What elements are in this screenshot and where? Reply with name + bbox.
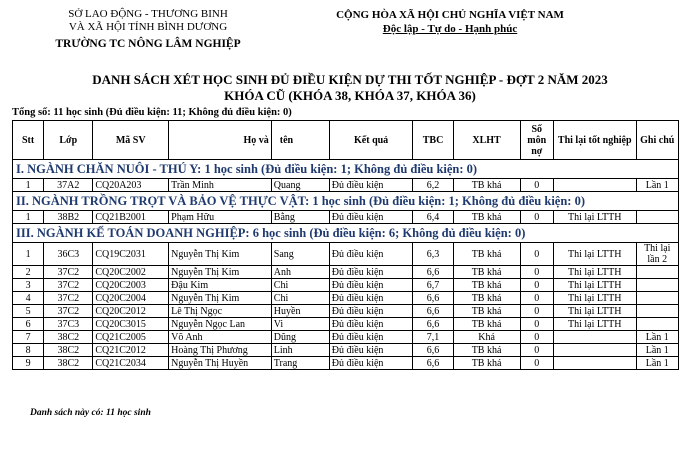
cell-stt: 8 bbox=[13, 344, 44, 357]
cell-ten: Trang bbox=[271, 357, 329, 370]
school-name: TRƯỜNG TC NÔNG LÂM NGHIỆP bbox=[55, 38, 241, 50]
cell-somon: 0 bbox=[520, 357, 553, 370]
cell-ghichu bbox=[636, 266, 678, 279]
cell-tbc: 6,6 bbox=[413, 266, 453, 279]
cell-masv: CQ21C2005 bbox=[93, 331, 169, 344]
cell-ketqua: Đủ điều kiện bbox=[329, 266, 413, 279]
cell-ketqua: Đủ điều kiện bbox=[329, 344, 413, 357]
cell-somon: 0 bbox=[520, 279, 553, 292]
cell-stt: 1 bbox=[13, 211, 44, 224]
cell-ketqua: Đủ điều kiện bbox=[329, 179, 413, 192]
cell-stt: 9 bbox=[13, 357, 44, 370]
cell-ghichu bbox=[636, 305, 678, 318]
cell-hova: Nguyễn Thị Huyền bbox=[169, 357, 272, 370]
cell-ghichu: Lần 1 bbox=[636, 179, 678, 192]
cell-tbc: 6,6 bbox=[413, 344, 453, 357]
table-row bbox=[13, 344, 679, 357]
table-row bbox=[13, 318, 679, 331]
cell-hova: Đậu Kim bbox=[169, 279, 272, 292]
title-line-2: KHÓA CŨ (KHÓA 38, KHÓA 37, KHÓA 36) bbox=[224, 88, 476, 103]
cell-ten: Chi bbox=[271, 279, 329, 292]
cell-ketqua: Đủ điều kiện bbox=[329, 357, 413, 370]
col-tbc: TBC bbox=[413, 121, 453, 160]
col-hova: Họ và bbox=[169, 121, 272, 160]
cell-thilai: Thi lại LTTH bbox=[553, 266, 636, 279]
cell-xlht: TB khá bbox=[453, 344, 520, 357]
cell-stt: 4 bbox=[13, 292, 44, 305]
cell-somon: 0 bbox=[520, 243, 553, 266]
cell-hova: Nguyễn Ngọc Lan bbox=[169, 318, 272, 331]
cell-somon: 0 bbox=[520, 331, 553, 344]
cell-tbc: 6,2 bbox=[413, 179, 453, 192]
cell-somon: 0 bbox=[520, 318, 553, 331]
cell-hova: Trần Minh bbox=[169, 179, 272, 192]
cell-somon: 0 bbox=[520, 179, 553, 192]
cell-tbc: 6,6 bbox=[413, 318, 453, 331]
section-title: I. NGÀNH CHĂN NUÔI - THÚ Y: 1 học sinh (Đủ điều kiện: 1; Không đủ điều kiện: 0) bbox=[13, 160, 679, 179]
cell-tbc: 6,3 bbox=[413, 243, 453, 266]
cell-xlht: TB khá bbox=[453, 357, 520, 370]
cell-masv: CQ20A203 bbox=[93, 179, 169, 192]
cell-ketqua: Đủ điều kiện bbox=[329, 243, 413, 266]
cell-tbc: 6,4 bbox=[413, 211, 453, 224]
cell-ketqua: Đủ điều kiện bbox=[329, 331, 413, 344]
col-masv: Mã SV bbox=[93, 121, 169, 160]
cell-thilai: Thi lại LTTH bbox=[553, 243, 636, 266]
cell-thilai: Thi lại LTTH bbox=[553, 305, 636, 318]
agency-header bbox=[48, 8, 248, 51]
national-header bbox=[305, 8, 595, 36]
cell-ten: Dũng bbox=[271, 331, 329, 344]
cell-ketqua: Đủ điều kiện bbox=[329, 318, 413, 331]
cell-xlht: TB khá bbox=[453, 292, 520, 305]
cell-ghichu bbox=[636, 292, 678, 305]
cell-stt: 7 bbox=[13, 331, 44, 344]
cell-stt: 1 bbox=[13, 243, 44, 266]
cell-masv: CQ20C2003 bbox=[93, 279, 169, 292]
cell-ten: Chi bbox=[271, 292, 329, 305]
student-table bbox=[12, 120, 679, 370]
cell-ten: Vi bbox=[271, 318, 329, 331]
cell-thilai: Thi lại LTTH bbox=[553, 211, 636, 224]
col-xlht: XLHT bbox=[453, 121, 520, 160]
cell-xlht: TB khá bbox=[453, 179, 520, 192]
cell-hova: Nguyễn Thị Kim bbox=[169, 266, 272, 279]
cell-thilai: Thi lại LTTH bbox=[553, 279, 636, 292]
cell-xlht: TB khá bbox=[453, 279, 520, 292]
cell-hova: Võ Anh bbox=[169, 331, 272, 344]
cell-stt: 5 bbox=[13, 305, 44, 318]
cell-lop: 37C2 bbox=[44, 279, 93, 292]
cell-ketqua: Đủ điều kiện bbox=[329, 279, 413, 292]
table-row bbox=[13, 357, 679, 370]
cell-lop: 37C2 bbox=[44, 292, 93, 305]
cell-ten: Bằng bbox=[271, 211, 329, 224]
cell-ten: Linh bbox=[271, 344, 329, 357]
cell-lop: 38B2 bbox=[44, 211, 93, 224]
table-row bbox=[13, 179, 679, 192]
cell-hova: Hoàng Thị Phương bbox=[169, 344, 272, 357]
cell-somon: 0 bbox=[520, 344, 553, 357]
title-line-1: DANH SÁCH XÉT HỌC SINH ĐỦ ĐIỀU KIỆN DỰ THI TỐT NGHIỆP - ĐỢT 2 NĂM 2023 bbox=[92, 72, 608, 87]
agency-line-1: SỞ LAO ĐỘNG - THƯƠNG BINH bbox=[68, 8, 228, 20]
cell-hova: Phạm Hữu bbox=[169, 211, 272, 224]
cell-tbc: 6,6 bbox=[413, 305, 453, 318]
cell-ten: Huyền bbox=[271, 305, 329, 318]
cell-somon: 0 bbox=[520, 305, 553, 318]
cell-lop: 38C2 bbox=[44, 357, 93, 370]
table-row bbox=[13, 211, 679, 224]
table-row bbox=[13, 279, 679, 292]
table-row bbox=[13, 266, 679, 279]
cell-lop: 36C3 bbox=[44, 243, 93, 266]
cell-stt: 2 bbox=[13, 266, 44, 279]
cell-xlht: TB khá bbox=[453, 211, 520, 224]
col-ten: tên bbox=[271, 121, 329, 160]
cell-lop: 37C2 bbox=[44, 305, 93, 318]
cell-lop: 37A2 bbox=[44, 179, 93, 192]
cell-tbc: 6,7 bbox=[413, 279, 453, 292]
cell-ghichu: Lần 1 bbox=[636, 331, 678, 344]
cell-ketqua: Đủ điều kiện bbox=[329, 305, 413, 318]
cell-ghichu bbox=[636, 279, 678, 292]
cell-xlht: TB khá bbox=[453, 243, 520, 266]
cell-thilai: Thi lại LTTH bbox=[553, 292, 636, 305]
cell-thilai bbox=[553, 357, 636, 370]
cell-ghichu: Lần 1 bbox=[636, 344, 678, 357]
cell-xlht: Khá bbox=[453, 331, 520, 344]
cell-masv: CQ20C3015 bbox=[93, 318, 169, 331]
nation-title: CỘNG HÒA XÃ HỘI CHỦ NGHĨA VIỆT NAM bbox=[336, 9, 564, 21]
cell-lop: 37C3 bbox=[44, 318, 93, 331]
cell-thilai bbox=[553, 179, 636, 192]
cell-ghichu: Thi lại lần 2 bbox=[636, 243, 678, 266]
cell-ghichu: Lần 1 bbox=[636, 357, 678, 370]
cell-ten: Anh bbox=[271, 266, 329, 279]
col-thilai: Thi lại tốt nghiệp bbox=[553, 121, 636, 160]
cell-ten: Quang bbox=[271, 179, 329, 192]
col-lop: Lớp bbox=[44, 121, 93, 160]
cell-xlht: TB khá bbox=[453, 266, 520, 279]
national-motto: Độc lập - Tự do - Hạnh phúc bbox=[382, 23, 518, 35]
cell-thilai bbox=[553, 331, 636, 344]
cell-ketqua: Đủ điều kiện bbox=[329, 211, 413, 224]
cell-masv: CQ21C2012 bbox=[93, 344, 169, 357]
table-header-row bbox=[13, 121, 679, 160]
table-row bbox=[13, 305, 679, 318]
cell-tbc: 6,6 bbox=[413, 292, 453, 305]
section-row bbox=[13, 224, 679, 243]
cell-stt: 1 bbox=[13, 179, 44, 192]
col-ghichu: Ghi chú bbox=[636, 121, 678, 160]
cell-masv: CQ20C2002 bbox=[93, 266, 169, 279]
cell-stt: 3 bbox=[13, 279, 44, 292]
section-row bbox=[13, 192, 679, 211]
cell-hova: Nguyễn Thị Kim bbox=[169, 243, 272, 266]
cell-lop: 38C2 bbox=[44, 344, 93, 357]
col-stt: Stt bbox=[13, 121, 44, 160]
footer-note: Danh sách này có: 11 học sinh bbox=[30, 408, 151, 418]
cell-masv: CQ21C2034 bbox=[93, 357, 169, 370]
section-row bbox=[13, 160, 679, 179]
cell-lop: 38C2 bbox=[44, 331, 93, 344]
summary-text: Tổng số: 11 học sinh (Đủ điều kiện: 11; Không đủ điều kiện: 0) bbox=[12, 107, 292, 118]
cell-tbc: 6,6 bbox=[413, 357, 453, 370]
cell-ketqua: Đủ điều kiện bbox=[329, 292, 413, 305]
cell-stt: 6 bbox=[13, 318, 44, 331]
col-somon: Số môn nợ bbox=[520, 121, 553, 160]
cell-lop: 37C2 bbox=[44, 266, 93, 279]
section-title: III. NGÀNH KẾ TOÁN DOANH NGHIỆP: 6 học sinh (Đủ điều kiện: 6; Không đủ điều kiện: 0) bbox=[13, 224, 679, 243]
section-title: II. NGÀNH TRỒNG TRỌT VÀ BẢO VỆ THỰC VẬT: 1 học sinh (Đủ điều kiện: 1; Không đủ điều kiện: 0) bbox=[13, 192, 679, 211]
cell-thilai: Thi lại LTTH bbox=[553, 318, 636, 331]
cell-xlht: TB khá bbox=[453, 318, 520, 331]
cell-hova: Nguyễn Thị Kim bbox=[169, 292, 272, 305]
col-ketqua: Kết quả bbox=[329, 121, 413, 160]
table-row bbox=[13, 331, 679, 344]
cell-somon: 0 bbox=[520, 211, 553, 224]
cell-hova: Lê Thị Ngọc bbox=[169, 305, 272, 318]
cell-tbc: 7,1 bbox=[413, 331, 453, 344]
cell-masv: CQ20C2012 bbox=[93, 305, 169, 318]
cell-ghichu bbox=[636, 211, 678, 224]
cell-somon: 0 bbox=[520, 266, 553, 279]
table-row bbox=[13, 243, 679, 266]
cell-xlht: TB khá bbox=[453, 305, 520, 318]
cell-masv: CQ21B2001 bbox=[93, 211, 169, 224]
table-row bbox=[13, 292, 679, 305]
document-title bbox=[0, 72, 700, 104]
cell-masv: CQ19C2031 bbox=[93, 243, 169, 266]
cell-thilai bbox=[553, 344, 636, 357]
cell-ten: Sang bbox=[271, 243, 329, 266]
cell-somon: 0 bbox=[520, 292, 553, 305]
cell-ghichu bbox=[636, 318, 678, 331]
agency-line-2: VÀ XÃ HỘI TỈNH BÌNH DƯƠNG bbox=[68, 21, 228, 33]
cell-masv: CQ20C2004 bbox=[93, 292, 169, 305]
